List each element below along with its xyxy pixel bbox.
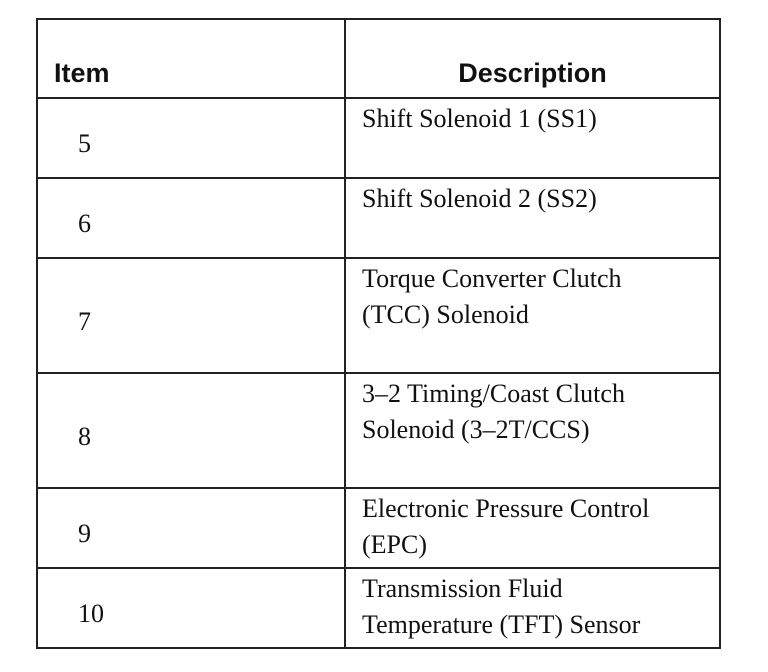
item-number: 9: [78, 519, 91, 548]
description-line: Transmission Fluid: [362, 574, 563, 603]
table-row: [37, 98, 720, 178]
description-line: Torque Converter Clutch: [362, 264, 622, 293]
table-row: [37, 373, 720, 488]
description-cell: [345, 258, 720, 373]
item-number-cell: [37, 98, 345, 178]
table-row: [37, 488, 720, 568]
item-number: 10: [78, 599, 104, 628]
table-header-row: [37, 19, 720, 98]
description-cell: [345, 98, 720, 178]
description-cell: [345, 568, 720, 648]
item-number: 7: [78, 306, 91, 336]
description-line: Shift Solenoid 2 (SS2): [362, 184, 597, 213]
item-number: 6: [78, 209, 91, 238]
description-line: Shift Solenoid 1 (SS1): [362, 104, 597, 133]
table-row: [37, 178, 720, 258]
table-row: [37, 258, 720, 373]
description-line: Electronic Pressure Control: [362, 494, 650, 523]
item-number-cell: [37, 568, 345, 648]
description-line: Solenoid (3–2T/CCS): [362, 415, 590, 444]
item-number-cell: [37, 178, 345, 258]
parts-table: [36, 18, 721, 649]
description-line: (TCC) Solenoid: [362, 300, 529, 329]
table-row: [37, 568, 720, 648]
item-number: 5: [78, 129, 91, 158]
description-line: Temperature (TFT) Sensor: [362, 610, 641, 639]
description-cell: [345, 488, 720, 568]
description-line: 3–2 Timing/Coast Clutch: [362, 379, 625, 408]
description-cell: [345, 178, 720, 258]
item-number-cell: [37, 488, 345, 568]
description-cell: [345, 373, 720, 488]
item-number: 8: [78, 421, 91, 451]
item-number-cell: [37, 373, 345, 488]
item-number-cell: [37, 258, 345, 373]
description-line: (EPC): [362, 530, 427, 559]
column-header-description: Description: [345, 19, 720, 98]
column-header-item: Item: [37, 19, 345, 98]
